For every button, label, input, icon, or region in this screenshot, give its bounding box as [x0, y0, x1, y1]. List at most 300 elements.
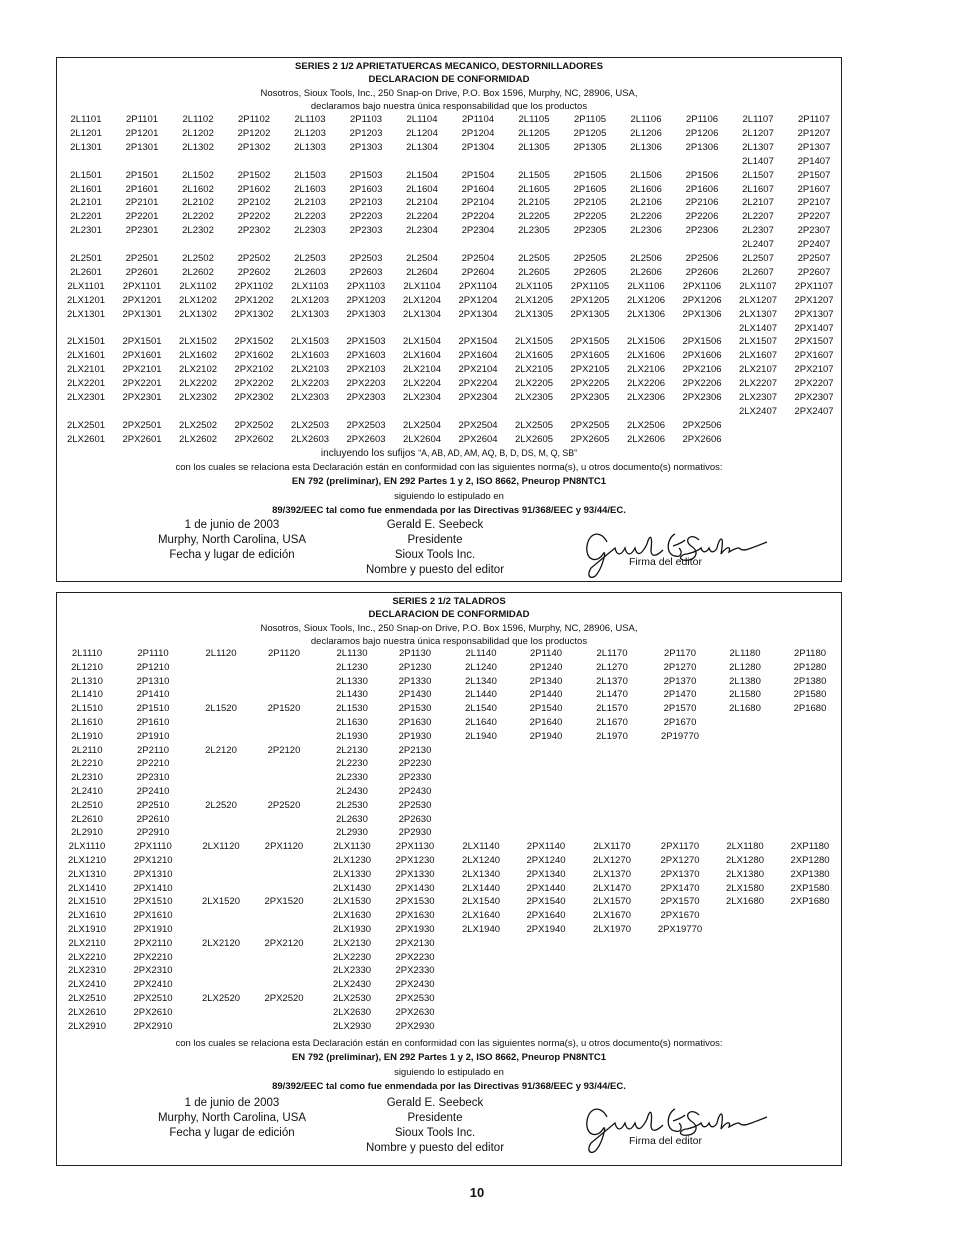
- model-number: 2LX1910: [67, 924, 107, 935]
- model-number: 2L2106: [630, 197, 662, 209]
- model-number: 2LX2305: [514, 392, 554, 403]
- model-number: 2P1302: [237, 141, 271, 153]
- model-number: 2P1680: [793, 703, 827, 715]
- model-number: 2P1206: [685, 127, 719, 139]
- model-number: 2P2303: [349, 225, 383, 237]
- model-number: 2LX2307: [738, 392, 778, 403]
- standards-line: EN 792 (preliminar), EN 292 Partes 1 y 2, ISO 8662, Pneurop PN8NTC1: [291, 476, 607, 487]
- model-number: 2P1120: [267, 648, 301, 659]
- model-number: 2L1440: [465, 689, 497, 701]
- model-number: 2PX1310: [133, 868, 173, 880]
- model-number: 2L1120: [205, 648, 237, 659]
- model-number: 2L1307: [742, 141, 774, 153]
- model-number: 2PX1601: [122, 350, 162, 362]
- model-number: 2P1410: [136, 689, 170, 701]
- model-number: 2P2105: [573, 197, 607, 209]
- model-number: 2PX1504: [458, 336, 498, 348]
- model-number: 2P1520: [267, 703, 301, 715]
- model-number: 2L2504: [406, 253, 438, 264]
- model-number: 2LX2206: [626, 378, 666, 390]
- model-number: 2PX2102: [234, 364, 274, 376]
- conformity-line: con los cuales se relaciona esta Declaración están en conformidad con las siguientes norma(s), u otros documento(s) normativos:: [175, 462, 723, 473]
- place-label: Fecha y lugar de edición: [169, 1127, 295, 1139]
- model-number: 2PX1610: [133, 910, 173, 922]
- model-number: 2PX2120: [264, 937, 304, 949]
- model-number: 2LX1501: [66, 336, 106, 348]
- model-number: 2XP1580: [790, 882, 830, 894]
- model-number: 2LX1502: [178, 336, 218, 348]
- model-number: 2L1603: [294, 183, 326, 195]
- model-number: 2L1540: [465, 703, 497, 715]
- page-number: 10: [469, 1185, 485, 1200]
- model-number: 2LX2207: [738, 378, 778, 390]
- model-number: 2LX2501: [66, 419, 106, 431]
- signer-name: Gerald E. Seebeck: [386, 519, 484, 531]
- model-number: 2LX1440: [461, 882, 501, 894]
- model-number: 2PX1102: [234, 280, 274, 292]
- model-number: 2L1530: [336, 703, 368, 715]
- model-number: 2L1601: [70, 183, 102, 195]
- model-number: 2LX2204: [402, 378, 442, 390]
- model-number: 2PX2110: [133, 937, 173, 949]
- date-place-block: [117, 1096, 347, 1141]
- model-number: 2P2306: [685, 225, 719, 237]
- model-number: 2PX2201: [122, 378, 162, 390]
- model-number: 2PX1107: [794, 280, 834, 292]
- model-number: 2PX2930: [395, 1020, 435, 1032]
- model-number: 2L2210: [71, 758, 103, 770]
- model-number: 2L2503: [294, 253, 326, 264]
- company-name: Sioux Tools Inc.: [394, 1127, 476, 1139]
- model-number: 2PX2304: [458, 392, 498, 403]
- model-number: 2PX1510: [133, 896, 173, 908]
- model-number: 2LX2130: [332, 937, 372, 949]
- model-number: 2LX2205: [514, 378, 554, 390]
- model-number: 2PX2307: [794, 392, 834, 403]
- model-number: 2LX1280: [725, 855, 765, 866]
- model-number: 2PX1140: [526, 841, 566, 853]
- model-number: 2LX1106: [627, 280, 665, 292]
- model-number: 2LX1370: [592, 868, 632, 880]
- model-number: 2L2204: [406, 211, 438, 223]
- model-number: 2LX1506: [626, 336, 666, 348]
- model-number: 2L1105: [518, 114, 550, 125]
- model-number: 2P1104: [461, 114, 495, 125]
- model-number: 2L1570: [596, 703, 628, 715]
- model-number: 2P1203: [349, 127, 383, 139]
- model-number: 2PX1170: [660, 841, 700, 853]
- declaration-nutrunners: [56, 57, 842, 582]
- model-number: 2P1106: [685, 114, 719, 125]
- signer-name: Gerald E. Seebeck: [386, 1097, 484, 1109]
- model-number: 2P1170: [663, 648, 697, 659]
- model-number: 2P2210: [136, 758, 170, 770]
- model-number: 2P2206: [685, 211, 719, 223]
- model-number: 2PX1201: [122, 294, 162, 306]
- model-number: 2PX1204: [458, 294, 498, 306]
- model-number: 2L2207: [742, 211, 774, 223]
- model-number: 2L1504: [406, 169, 438, 181]
- model-number: 2L1303: [294, 141, 326, 153]
- model-number: 2LX2430: [332, 979, 372, 991]
- model-number: 2L2410: [71, 786, 103, 797]
- model-number: 2PX2105: [570, 364, 610, 376]
- model-number: 2LX2302: [178, 392, 218, 403]
- model-number: 2PX1202: [234, 294, 274, 306]
- model-number: 2P1180: [793, 648, 827, 659]
- model-number: 2LX2105: [514, 364, 554, 376]
- model-number: 2P2330: [398, 772, 432, 784]
- model-number: 2PX1607: [794, 350, 834, 362]
- model-number: 2PX1502: [234, 336, 274, 348]
- model-number: 2L2930: [336, 827, 368, 839]
- model-number: 2P2410: [136, 786, 170, 797]
- model-number: 2L2520: [205, 799, 237, 811]
- model-number: 2P2407: [797, 239, 831, 251]
- model-number: 2L2530: [336, 799, 368, 811]
- model-number: 2PX1640: [526, 910, 566, 922]
- model-number: 2L2505: [518, 253, 550, 264]
- model-number: 2LX2102: [178, 364, 218, 376]
- model-number: 2LX2210: [67, 951, 107, 963]
- model-number: 2P1630: [398, 717, 432, 728]
- model-number: 2LX2606: [626, 433, 666, 445]
- model-number: 2P2610: [136, 813, 170, 825]
- model-number: 2P2604: [461, 266, 495, 278]
- model-number: 2L1430: [336, 689, 368, 701]
- model-number: 2PX2206: [682, 378, 722, 390]
- model-number: 2P1930: [398, 730, 432, 742]
- issue-date: 1 de junio de 2003: [184, 1097, 280, 1109]
- model-number: 2LX1520: [201, 896, 241, 908]
- model-number: 2LX2330: [332, 965, 372, 977]
- signer-title: Presidente: [407, 1112, 463, 1124]
- model-number: 2PX2103: [346, 364, 386, 376]
- model-number: 2LX2104: [402, 364, 442, 376]
- model-number: 2L2602: [182, 266, 214, 278]
- model-number: 2PX1630: [395, 910, 435, 922]
- model-number: 2P1501: [125, 169, 159, 181]
- model-number: 2PX2302: [234, 392, 274, 403]
- model-number: 2L1604: [406, 183, 438, 195]
- model-number: 2PX2501: [122, 419, 162, 431]
- section-subtitle: DECLARACION DE CONFORMIDAD: [368, 609, 530, 620]
- model-number: 2PX1501: [122, 336, 162, 348]
- model-number: 2L1203: [294, 127, 326, 139]
- model-number: 2PX1207: [794, 294, 834, 306]
- model-number: 2L2306: [630, 225, 662, 237]
- model-number: 2LX1680: [725, 896, 765, 908]
- model-number: 2LX2201: [66, 378, 106, 390]
- model-number: 2P1605: [573, 183, 607, 195]
- model-number: 2P2520: [267, 799, 301, 811]
- model-number: 2PX2606: [682, 433, 722, 445]
- model-number: 2P2101: [125, 197, 159, 209]
- model-number: 2L1306: [630, 141, 662, 153]
- model-number: 2PX1101: [122, 280, 162, 292]
- model-number: 2L1101: [70, 114, 102, 125]
- model-number: 2LX1303: [290, 308, 330, 320]
- model-number: 2LX2504: [402, 419, 442, 431]
- model-number: 2PX19770: [657, 924, 703, 935]
- model-number: 2LX1580: [725, 882, 765, 894]
- model-number: 2P1301: [125, 141, 159, 153]
- model-number: 2LX2120: [201, 937, 241, 949]
- model-number: 2P1580: [793, 689, 827, 701]
- signature-label: Firma del editor: [629, 1135, 702, 1147]
- model-number: 2PX1520: [264, 896, 304, 908]
- directive-line: 89/392/EEC tal como fue enmendada por las Directivas 91/368/EEC y 93/44/EC.: [272, 505, 626, 516]
- model-number: 2P1530: [398, 703, 432, 715]
- model-number: 2L1607: [742, 183, 774, 195]
- model-number: 2L1502: [182, 169, 214, 181]
- model-number: 2LX2230: [332, 951, 372, 963]
- model-number: 2L2630: [336, 813, 368, 825]
- date-place-block: [117, 518, 347, 563]
- model-number: 2L2607: [742, 266, 774, 278]
- model-number: 2LX1305: [514, 308, 554, 320]
- model-number: 2L2606: [630, 266, 662, 278]
- model-number: 2L2205: [518, 211, 550, 223]
- model-number: 2L2305: [518, 225, 550, 237]
- model-number: 2L1507: [742, 169, 774, 181]
- model-number: 2P1502: [237, 169, 271, 181]
- model-number: 2P2207: [797, 211, 831, 223]
- model-number: 2L2101: [70, 197, 102, 209]
- model-number: 2L2605: [518, 266, 550, 278]
- section-subtitle: DECLARACION DE CONFORMIDAD: [368, 74, 530, 85]
- model-number: 2PX1603: [346, 350, 386, 362]
- model-number: 2PX1430: [395, 882, 435, 894]
- model-number: 2LX2602: [178, 433, 218, 445]
- model-number: 2LX1110: [68, 841, 106, 853]
- model-number: 2L2110: [71, 744, 103, 756]
- model-number: 2LX2610: [67, 1006, 107, 1018]
- model-number: 2P2430: [398, 786, 432, 797]
- model-number: 2P1510: [136, 703, 170, 715]
- model-number: 2PX2303: [346, 392, 386, 403]
- model-number: 2P2530: [398, 799, 432, 811]
- standards-line: EN 792 (preliminar), EN 292 Partes 1 y 2, ISO 8662, Pneurop PN8NTC1: [291, 1052, 607, 1063]
- model-number: 2LX1504: [402, 336, 442, 348]
- model-number: 2PX2130: [395, 937, 435, 949]
- model-number: 2PX2630: [395, 1006, 435, 1018]
- model-number: 2PX1340: [526, 868, 566, 880]
- model-number: 2PX1440: [526, 882, 566, 894]
- following-line: siguiendo lo estipulado en: [394, 1067, 504, 1078]
- model-number: 2P1280: [793, 661, 827, 673]
- model-number: 2L1670: [596, 717, 628, 728]
- directive-line: 89/392/EEC tal como fue enmendada por las Directivas 91/368/EEC y 93/44/EC.: [272, 1081, 626, 1092]
- responsibility-line: declaramos bajo nuestra única responsabilidad que los productos: [310, 101, 588, 112]
- signer-title: Presidente: [407, 534, 463, 546]
- model-number: 2LX1301: [66, 308, 106, 320]
- model-number: 2PX1120: [264, 841, 304, 853]
- model-number: 2P2507: [797, 253, 831, 264]
- model-number: 2XP1180: [790, 841, 830, 853]
- model-number: 2PX2504: [458, 419, 498, 431]
- model-number: 2LX1670: [592, 910, 632, 922]
- model-number: 2L1506: [630, 169, 662, 181]
- model-number: 2PX2530: [395, 993, 435, 1004]
- model-number: 2LX1180: [726, 841, 764, 853]
- model-number: 2PX1210: [133, 855, 173, 866]
- model-number: 2LX1407: [738, 322, 778, 334]
- model-number: 2LX2106: [626, 364, 666, 376]
- model-number: 2P1602: [237, 183, 271, 195]
- model-number: 2PX1205: [570, 294, 610, 306]
- model-number: 2P1205: [573, 127, 607, 139]
- model-number: 2L1606: [630, 183, 662, 195]
- model-number: 2LX1202: [178, 294, 218, 306]
- model-number: 2L1106: [630, 114, 662, 125]
- model-number: 2PX2910: [133, 1020, 173, 1032]
- model-number: 2LX2410: [67, 979, 107, 991]
- model-number: 2PX1110: [134, 841, 172, 853]
- model-number: 2P2201: [125, 211, 159, 223]
- model-number: 2L1130: [336, 648, 368, 659]
- model-number: 2L1310: [71, 675, 103, 687]
- model-number: 2P1303: [349, 141, 383, 153]
- model-number: 2P2502: [237, 253, 271, 264]
- model-number: 2L1102: [182, 114, 214, 125]
- model-number: 2L2507: [742, 253, 774, 264]
- model-number: 2LX2510: [67, 993, 107, 1004]
- model-number: 2L2107: [742, 197, 774, 209]
- model-number: 2LX1510: [67, 896, 107, 908]
- model-number: 2L2130: [336, 744, 368, 756]
- model-number: 2P1107: [797, 114, 831, 125]
- model-number: 2LX1340: [461, 868, 501, 880]
- model-number: 2PX2301: [122, 392, 162, 403]
- company-name: Sioux Tools Inc.: [394, 549, 476, 561]
- model-number: 2LX1230: [332, 855, 372, 866]
- model-number: 2P1604: [461, 183, 495, 195]
- model-number: 2P1340: [529, 675, 563, 687]
- model-number: 2LX2310: [67, 965, 107, 977]
- responsibility-line: declaramos bajo nuestra única responsabilidad que los productos: [310, 636, 588, 647]
- model-number: 2P1430: [398, 689, 432, 701]
- model-number: 2LX1103: [291, 280, 329, 292]
- model-number: 2PX1301: [122, 308, 162, 320]
- model-number: 2P1306: [685, 141, 719, 153]
- model-number: 2P2310: [136, 772, 170, 784]
- model-number: 2LX1307: [738, 308, 778, 320]
- model-number: 2P1102: [237, 114, 271, 125]
- model-number: 2LX1640: [461, 910, 501, 922]
- model-number: 2PX2503: [346, 419, 386, 431]
- model-number: 2LX2930: [332, 1020, 372, 1032]
- model-number: 2P1670: [663, 717, 697, 728]
- model-number: 2PX1602: [234, 350, 274, 362]
- following-line: siguiendo lo estipulado en: [394, 491, 504, 502]
- model-number: 2PX1305: [570, 308, 610, 320]
- model-number: 2P2302: [237, 225, 271, 237]
- model-number: 2L1380: [729, 675, 761, 687]
- model-number: 2L1605: [518, 183, 550, 195]
- model-number: 2PX1303: [346, 308, 386, 320]
- model-number: 2P2107: [797, 197, 831, 209]
- model-number: 2PX1330: [395, 868, 435, 880]
- model-number: 2PX1505: [570, 336, 610, 348]
- model-number: 2LX2503: [290, 419, 330, 431]
- model-number: 2L1240: [465, 661, 497, 673]
- model-number: 2PX1410: [133, 882, 173, 894]
- model-number: 2L1580: [729, 689, 761, 701]
- signature-image: [567, 520, 772, 580]
- model-number: 2LX1970: [592, 924, 632, 935]
- model-number: 2L1640: [465, 717, 497, 728]
- model-number: 2P2504: [461, 253, 495, 264]
- model-number: 2PX2306: [682, 392, 722, 403]
- model-number: 2P2203: [349, 211, 383, 223]
- model-number: 2LX2604: [402, 433, 442, 445]
- model-number: 2PX1106: [682, 280, 722, 292]
- model-number: 2PX2605: [570, 433, 610, 445]
- model-number: 2PX2410: [133, 979, 173, 991]
- model-number: 2P2304: [461, 225, 495, 237]
- signature-image: [567, 1093, 772, 1158]
- model-number: 2XP1380: [790, 868, 830, 880]
- model-number: 2L2302: [182, 225, 214, 237]
- model-number: 2PX2510: [133, 993, 173, 1004]
- model-number: 2PX2602: [234, 433, 274, 445]
- model-number: 2PX1605: [570, 350, 610, 362]
- model-number: 2L1340: [465, 675, 497, 687]
- model-number: 2P1603: [349, 183, 383, 195]
- model-number: 2P19770: [660, 730, 700, 742]
- model-number: 2LX1330: [332, 868, 372, 880]
- model-number: 2PX2603: [346, 433, 386, 445]
- model-number: 2PX2610: [133, 1006, 173, 1018]
- model-number: 2PX1470: [660, 882, 700, 894]
- model-number: 2P1910: [136, 730, 170, 742]
- signer-block: [340, 1096, 530, 1156]
- model-number: 2P2204: [461, 211, 495, 223]
- model-number: 2P2103: [349, 197, 383, 209]
- model-number: 2LX1607: [738, 350, 778, 362]
- model-number: 2PX1910: [133, 924, 173, 935]
- signer-label: Nombre y puesto del editor: [365, 564, 505, 576]
- model-number: 2L1202: [182, 127, 214, 139]
- signer-label: Nombre y puesto del editor: [365, 1142, 505, 1154]
- model-number: 2LX1380: [725, 868, 765, 880]
- model-number: 2L2303: [294, 225, 326, 237]
- issue-place: Murphy, North Carolina, USA: [157, 1112, 307, 1124]
- model-number: 2LX2110: [68, 937, 106, 949]
- model-number: 2LX2505: [514, 419, 554, 431]
- model-number: 2L1304: [406, 141, 438, 153]
- model-number: 2L1503: [294, 169, 326, 181]
- model-number: 2LX1240: [461, 855, 501, 866]
- model-number: 2L2105: [518, 197, 550, 209]
- model-number: 2P1380: [793, 675, 827, 687]
- model-number: 2L1305: [518, 141, 550, 153]
- model-number: 2LX2301: [66, 392, 106, 403]
- model-number: 2PX2207: [794, 378, 834, 390]
- model-number: 2LX2407: [738, 405, 778, 417]
- model-number: 2LX1130: [333, 841, 371, 853]
- model-number: 2PX2106: [682, 364, 722, 376]
- model-number: 2PX2202: [234, 378, 274, 390]
- conformity-line: con los cuales se relaciona esta Declaración están en conformidad con las siguientes norma(s), u otros documento(s) normativos:: [175, 1038, 723, 1049]
- model-number: 2PX1670: [660, 910, 700, 922]
- model-number: 2PX2230: [395, 951, 435, 963]
- model-number: 2LX1101: [67, 280, 105, 292]
- model-number: 2PX2330: [395, 965, 435, 977]
- model-number: 2PX1930: [395, 924, 435, 935]
- place-label: Fecha y lugar de edición: [169, 549, 295, 561]
